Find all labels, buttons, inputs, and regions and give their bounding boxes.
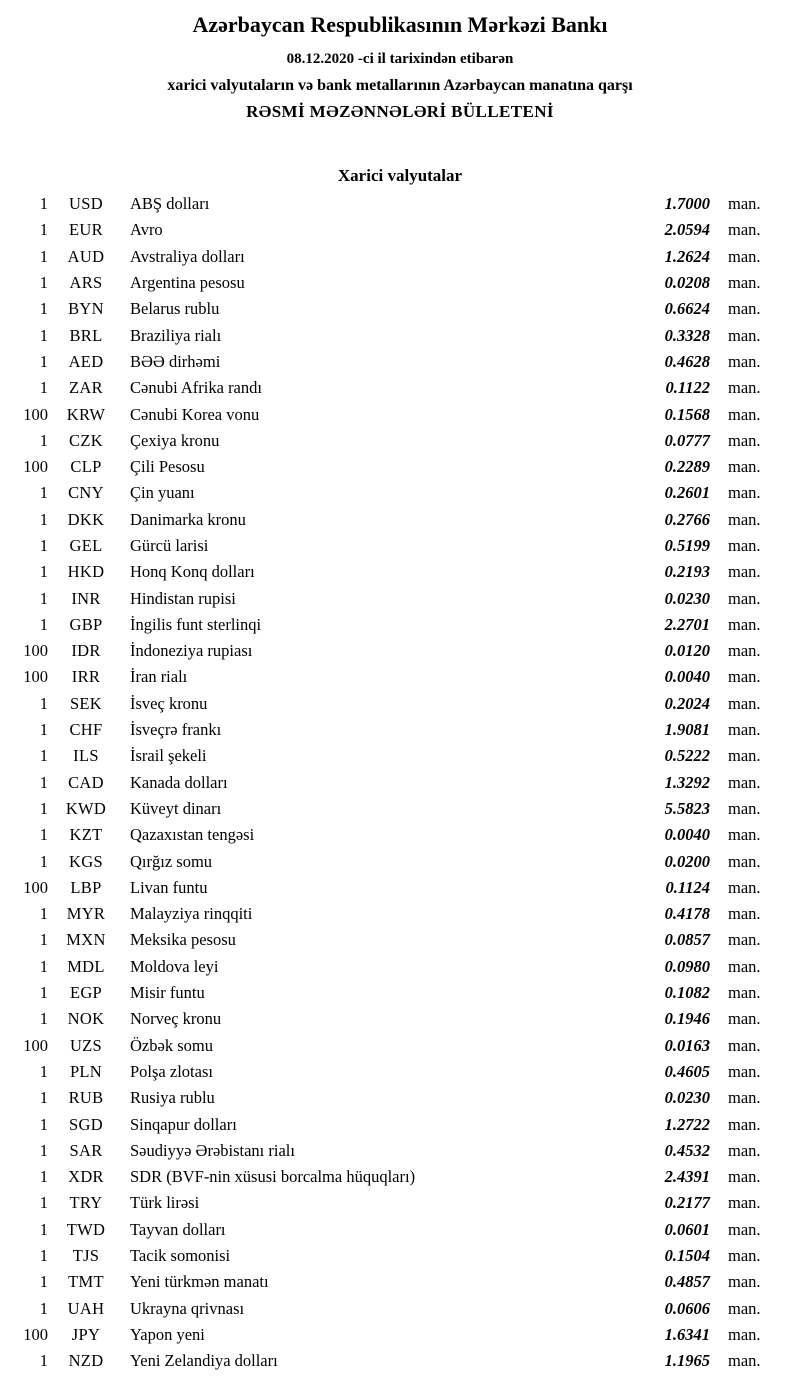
currency-code: IDR (71, 641, 101, 661)
currency-code: TWD (66, 1219, 106, 1239)
currency-name: Yeni Zelandiya dolları (130, 1351, 278, 1371)
currency-rate: 1.9081 (664, 720, 710, 740)
currency-rate: 1.6341 (664, 1324, 710, 1344)
currency-unit: man. (728, 1167, 761, 1187)
currency-unit: man. (728, 825, 761, 845)
currency-rate: 0.0230 (664, 1088, 710, 1108)
currency-name: Avro (130, 220, 163, 240)
currency-quantity: 1 (39, 430, 48, 450)
currency-rate: 0.4857 (664, 1272, 710, 1292)
currency-rate: 2.2701 (664, 614, 710, 634)
currency-name: BƏƏ dirhəmi (130, 351, 221, 371)
currency-name: Çin yuanı (130, 483, 195, 503)
table-row (0, 664, 800, 690)
currency-name: Braziliya rialı (130, 325, 222, 345)
currency-name: Çili Pesosu (130, 457, 205, 477)
table-row (0, 743, 800, 769)
currency-code: KZT (69, 825, 103, 845)
currency-unit: man. (728, 904, 761, 924)
currency-rate: 0.3328 (664, 325, 710, 345)
currency-quantity: 1 (39, 562, 48, 582)
currency-name: İsveçrə frankı (130, 720, 222, 740)
currency-unit: man. (728, 457, 761, 477)
table-row (0, 401, 800, 427)
currency-quantity: 1 (39, 1114, 48, 1134)
currency-quantity: 1 (39, 246, 48, 266)
currency-quantity: 1 (39, 351, 48, 371)
table-row (0, 1033, 800, 1059)
currency-quantity: 1 (39, 1009, 48, 1029)
currency-quantity: 1 (39, 325, 48, 345)
currency-rate: 0.1124 (665, 877, 710, 897)
currency-name: Hindistan rupisi (130, 588, 236, 608)
currency-unit: man. (728, 667, 761, 687)
currency-code: AED (68, 351, 104, 371)
currency-name: İsrail şekeli (130, 746, 207, 766)
currency-rate: 5.5823 (664, 798, 710, 818)
currency-rate: 0.4605 (664, 1061, 710, 1081)
currency-code: BRL (69, 325, 103, 345)
currency-quantity: 1 (39, 1351, 48, 1371)
table-row (0, 559, 800, 585)
currency-name: Polşa zlotası (130, 1061, 213, 1081)
table-row (0, 980, 800, 1006)
currency-unit: man. (728, 325, 761, 345)
currency-name: Belarus rublu (130, 299, 220, 319)
bulletin-title: RƏSMİ MƏZƏNNƏLƏRİ BÜLLETENİ (246, 102, 554, 121)
currency-quantity: 1 (39, 1219, 48, 1239)
currency-unit: man. (728, 1351, 761, 1371)
currency-code: ARS (69, 273, 103, 293)
document-header (0, 12, 800, 122)
currency-name: Cənubi Afrika randı (130, 378, 262, 398)
currency-quantity: 1 (39, 536, 48, 555)
currency-quantity: 1 (39, 1167, 48, 1187)
currency-name: İndoneziya rupiası (130, 641, 253, 661)
table-row (0, 480, 800, 506)
currency-unit: man. (728, 1193, 761, 1213)
currency-rate: 0.4532 (664, 1140, 710, 1160)
currency-unit: man. (728, 273, 761, 293)
currency-unit: man. (728, 1246, 761, 1266)
currency-code: NZD (68, 1351, 104, 1371)
table-row (0, 1164, 800, 1190)
currency-rate: 0.0040 (664, 825, 710, 845)
currency-code: CHF (69, 720, 103, 740)
table-row (0, 638, 800, 664)
currency-quantity: 100 (23, 1035, 48, 1055)
currency-name: Honq Konq dolları (130, 562, 255, 582)
table-row (0, 1295, 800, 1321)
currency-quantity: 1 (39, 1061, 48, 1081)
currency-unit: man. (728, 1140, 761, 1160)
currency-name: Misir funtu (130, 983, 205, 1003)
currency-name: Küveyt dinarı (130, 798, 222, 818)
currency-quantity: 1 (39, 509, 48, 529)
currency-unit: man. (728, 1324, 761, 1344)
currency-unit: man. (728, 851, 761, 871)
currency-name: Avstraliya dolları (130, 246, 245, 266)
currency-name: Qırğız somu (130, 851, 213, 871)
currency-unit: man. (728, 1298, 761, 1318)
table-row (0, 691, 800, 717)
currency-code: NOK (67, 1009, 105, 1029)
currency-rate: 0.1946 (664, 1009, 710, 1029)
table-row (0, 1269, 800, 1295)
table-row (0, 1138, 800, 1164)
currency-code: PLN (69, 1061, 103, 1081)
currency-code: TMT (68, 1272, 104, 1292)
currency-code: GEL (69, 536, 103, 555)
currency-code: UAH (67, 1298, 105, 1318)
currency-name: Sinqapur dolları (130, 1114, 237, 1134)
table-row (0, 428, 800, 454)
currency-quantity: 1 (39, 220, 48, 240)
subject-line: xarici valyutaların və bank metallarının Azərbaycan manatına qarşı (167, 77, 633, 94)
currency-name: Rusiya rublu (130, 1088, 215, 1108)
table-row (0, 244, 800, 270)
currency-unit: man. (728, 693, 761, 713)
currency-unit: man. (728, 483, 761, 503)
currency-rate: 0.0980 (664, 956, 710, 976)
currency-quantity: 1 (39, 588, 48, 608)
currency-rate: 0.4628 (664, 351, 710, 371)
currency-code: USD (69, 194, 103, 214)
currency-rate: 0.2601 (664, 483, 710, 503)
currency-code: SAR (69, 1140, 103, 1160)
currency-unit: man. (728, 720, 761, 740)
currency-rate: 0.1568 (664, 404, 710, 424)
currency-name: Tayvan dolları (130, 1219, 226, 1239)
currency-quantity: 1 (39, 483, 48, 503)
table-row (0, 375, 800, 401)
page-title: Azərbaycan Respublikasının Mərkəzi Bankı (192, 12, 608, 37)
currency-name: İngilis funt sterlinqi (130, 614, 262, 634)
currency-code: IRR (71, 667, 101, 687)
table-row (0, 875, 800, 901)
table-row (0, 1348, 800, 1374)
table-row (0, 1006, 800, 1032)
currency-rate: 0.0601 (664, 1219, 710, 1239)
currency-name: Danimarka kronu (130, 509, 246, 529)
currency-quantity: 1 (39, 825, 48, 845)
table-row (0, 217, 800, 243)
currency-name: İran rialı (130, 667, 188, 687)
currency-quantity: 100 (23, 457, 48, 477)
table-row (0, 191, 800, 217)
currency-rate: 0.0120 (664, 641, 710, 661)
currency-code: MYR (66, 904, 106, 924)
currency-rate: 0.2177 (664, 1193, 710, 1213)
currency-code: SGD (69, 1114, 103, 1134)
currency-unit: man. (728, 930, 761, 950)
table-row (0, 770, 800, 796)
date-line: 08.12.2020 -ci il tarixindən etibarən (286, 51, 514, 67)
currency-code: LBP (70, 877, 102, 897)
table-row (0, 848, 800, 874)
currency-code: CAD (68, 772, 104, 792)
currency-code: CZK (69, 430, 103, 450)
currency-rate: 0.2766 (664, 509, 710, 529)
currency-quantity: 1 (39, 1246, 48, 1266)
currency-name: Ukrayna qrivnası (130, 1298, 245, 1318)
currency-unit: man. (728, 194, 761, 214)
currency-code: KRW (66, 404, 106, 424)
currency-name: ABŞ dolları (130, 194, 210, 214)
currency-code: MXN (66, 930, 106, 950)
section-title: Xarici valyutalar (337, 166, 463, 185)
currency-name: Malayziya rinqqiti (130, 904, 253, 924)
currency-rate: 0.5199 (664, 536, 710, 555)
table-row (0, 507, 800, 533)
currency-quantity: 1 (39, 772, 48, 792)
currency-code: ILS (73, 746, 99, 766)
table-row (0, 1085, 800, 1111)
currency-unit: man. (728, 1035, 761, 1055)
currency-quantity: 1 (39, 273, 48, 293)
currency-name: Argentina pesosu (130, 273, 245, 293)
currency-name: Qazaxıstan tengəsi (130, 825, 255, 845)
table-row (0, 901, 800, 927)
currency-name: Tacik somonisi (130, 1246, 231, 1266)
table-row (0, 1322, 800, 1348)
currency-quantity: 1 (39, 720, 48, 740)
currency-unit: man. (728, 246, 761, 266)
currency-unit: man. (728, 509, 761, 529)
currency-quantity: 100 (23, 404, 48, 424)
currency-code: KWD (65, 798, 107, 818)
currency-name: Kanada dolları (130, 772, 228, 792)
currency-code: GBP (69, 614, 103, 634)
table-row (0, 585, 800, 611)
currency-rate: 2.4391 (664, 1167, 710, 1187)
currency-quantity: 1 (39, 1298, 48, 1318)
currency-rate: 0.4178 (664, 904, 710, 924)
currency-code: HKD (67, 562, 105, 582)
currency-code: ZAR (69, 378, 103, 398)
currency-rate: 0.1122 (665, 378, 710, 398)
currency-quantity: 100 (23, 667, 48, 687)
currency-unit: man. (728, 536, 761, 555)
currency-quantity: 1 (39, 798, 48, 818)
currency-quantity: 1 (39, 983, 48, 1003)
currency-name: Gürcü larisi (130, 536, 209, 555)
currency-name: Meksika pesosu (130, 930, 236, 950)
currency-quantity: 1 (39, 614, 48, 634)
currency-name: Səudiyyə Ərəbistanı rialı (130, 1140, 295, 1160)
currency-code: KGS (69, 851, 103, 871)
currency-unit: man. (728, 641, 761, 661)
currency-rate: 1.2722 (664, 1114, 710, 1134)
currency-name: SDR (BVF-nin xüsusi borcalma hüquqları) (130, 1167, 416, 1187)
currency-unit: man. (728, 430, 761, 450)
currency-code: AUD (67, 246, 105, 266)
currency-rate: 0.0163 (664, 1035, 710, 1055)
currency-rate: 0.2289 (664, 457, 710, 477)
currency-unit: man. (728, 746, 761, 766)
table-row (0, 822, 800, 848)
currency-quantity: 100 (23, 1324, 48, 1344)
table-row (0, 927, 800, 953)
currency-quantity: 1 (39, 378, 48, 398)
currency-code: UZS (69, 1035, 103, 1055)
currency-quantity: 100 (23, 641, 48, 661)
currency-unit: man. (728, 614, 761, 634)
table-row (0, 322, 800, 348)
currency-code: EGP (69, 983, 103, 1003)
currency-unit: man. (728, 1009, 761, 1029)
currency-rate: 0.0777 (664, 430, 710, 450)
table-row (0, 1217, 800, 1243)
currency-quantity: 1 (39, 851, 48, 871)
currency-quantity: 1 (39, 904, 48, 924)
currency-rate: 1.1965 (664, 1351, 710, 1371)
currency-quantity: 1 (39, 930, 48, 950)
table-row (0, 1111, 800, 1137)
currency-code: INR (71, 588, 101, 608)
currency-rate: 0.0200 (664, 851, 710, 871)
currency-unit: man. (728, 351, 761, 371)
currency-unit: man. (728, 1061, 761, 1081)
currency-name: Livan funtu (130, 877, 208, 897)
table-row (0, 612, 800, 638)
currency-rate: 0.2193 (664, 562, 710, 582)
currency-name: Yeni türkmən manatı (130, 1272, 269, 1292)
currency-name: Yapon yeni (130, 1324, 205, 1344)
currency-quantity: 100 (23, 877, 48, 897)
currency-rate: 0.0230 (664, 588, 710, 608)
currency-name: Norveç kronu (130, 1009, 222, 1029)
currency-unit: man. (728, 299, 761, 319)
table-row (0, 796, 800, 822)
currency-unit: man. (728, 983, 761, 1003)
currency-quantity: 1 (39, 194, 48, 214)
currency-name: Cənubi Korea vonu (130, 404, 260, 424)
currency-unit: man. (728, 1114, 761, 1134)
table-row (0, 270, 800, 296)
table-row (0, 1059, 800, 1085)
currency-quantity: 1 (39, 956, 48, 976)
currency-quantity: 1 (39, 299, 48, 319)
currency-rate: 0.5222 (664, 746, 710, 766)
currency-rate: 0.2024 (664, 693, 710, 713)
table-row (0, 1243, 800, 1269)
currency-name: Türk lirəsi (130, 1193, 200, 1213)
currency-unit: man. (728, 772, 761, 792)
currency-rate: 0.0040 (664, 667, 710, 687)
currency-rate: 0.0606 (664, 1298, 710, 1318)
table-row (0, 349, 800, 375)
currency-quantity: 1 (39, 746, 48, 766)
currency-rate: 0.0857 (664, 930, 710, 950)
currency-code: TJS (72, 1246, 100, 1266)
currency-rate: 0.1082 (664, 983, 710, 1003)
currency-rate: 1.3292 (664, 772, 710, 792)
currency-unit: man. (728, 1272, 761, 1292)
currency-code: BYN (68, 299, 104, 319)
currency-unit: man. (728, 956, 761, 976)
currency-unit: man. (728, 588, 761, 608)
table-row (0, 454, 800, 480)
currency-code: XDR (68, 1167, 104, 1187)
currency-code: CLP (70, 457, 102, 477)
currency-code: RUB (68, 1088, 104, 1108)
currency-unit: man. (728, 378, 761, 398)
table-row (0, 533, 800, 559)
currency-code: SEK (69, 693, 103, 713)
currency-code: TRY (69, 1193, 103, 1213)
currency-quantity: 1 (39, 1088, 48, 1108)
currency-code: CNY (68, 483, 104, 503)
table-row (0, 1190, 800, 1216)
currency-code: DKK (67, 509, 105, 529)
currency-rate: 2.0594 (664, 220, 710, 240)
currency-name: Çexiya kronu (130, 430, 220, 450)
currency-quantity: 1 (39, 1140, 48, 1160)
currency-rate: 1.2624 (664, 246, 710, 266)
currency-name: Özbək somu (130, 1035, 213, 1055)
currency-unit: man. (728, 220, 761, 240)
currency-unit: man. (728, 404, 761, 424)
currency-quantity: 1 (39, 1272, 48, 1292)
table-row (0, 717, 800, 743)
currency-rate: 0.6624 (664, 299, 710, 319)
currency-unit: man. (728, 1219, 761, 1239)
rates-table (0, 191, 800, 1374)
currency-name: Moldova leyi (130, 956, 219, 976)
currency-unit: man. (728, 562, 761, 582)
currency-quantity: 1 (39, 1193, 48, 1213)
currency-rate: 0.0208 (664, 273, 710, 293)
table-row (0, 296, 800, 322)
currency-code: JPY (71, 1324, 101, 1344)
currency-rate: 0.1504 (664, 1246, 710, 1266)
table-row (0, 954, 800, 980)
currency-quantity: 1 (39, 693, 48, 713)
currency-name: İsveç kronu (130, 693, 208, 713)
currency-code: MDL (67, 956, 105, 976)
currency-unit: man. (728, 798, 761, 818)
currency-rate: 1.7000 (664, 194, 710, 214)
currency-code: EUR (69, 220, 103, 240)
currency-unit: man. (728, 1088, 761, 1108)
currency-unit: man. (728, 877, 761, 897)
